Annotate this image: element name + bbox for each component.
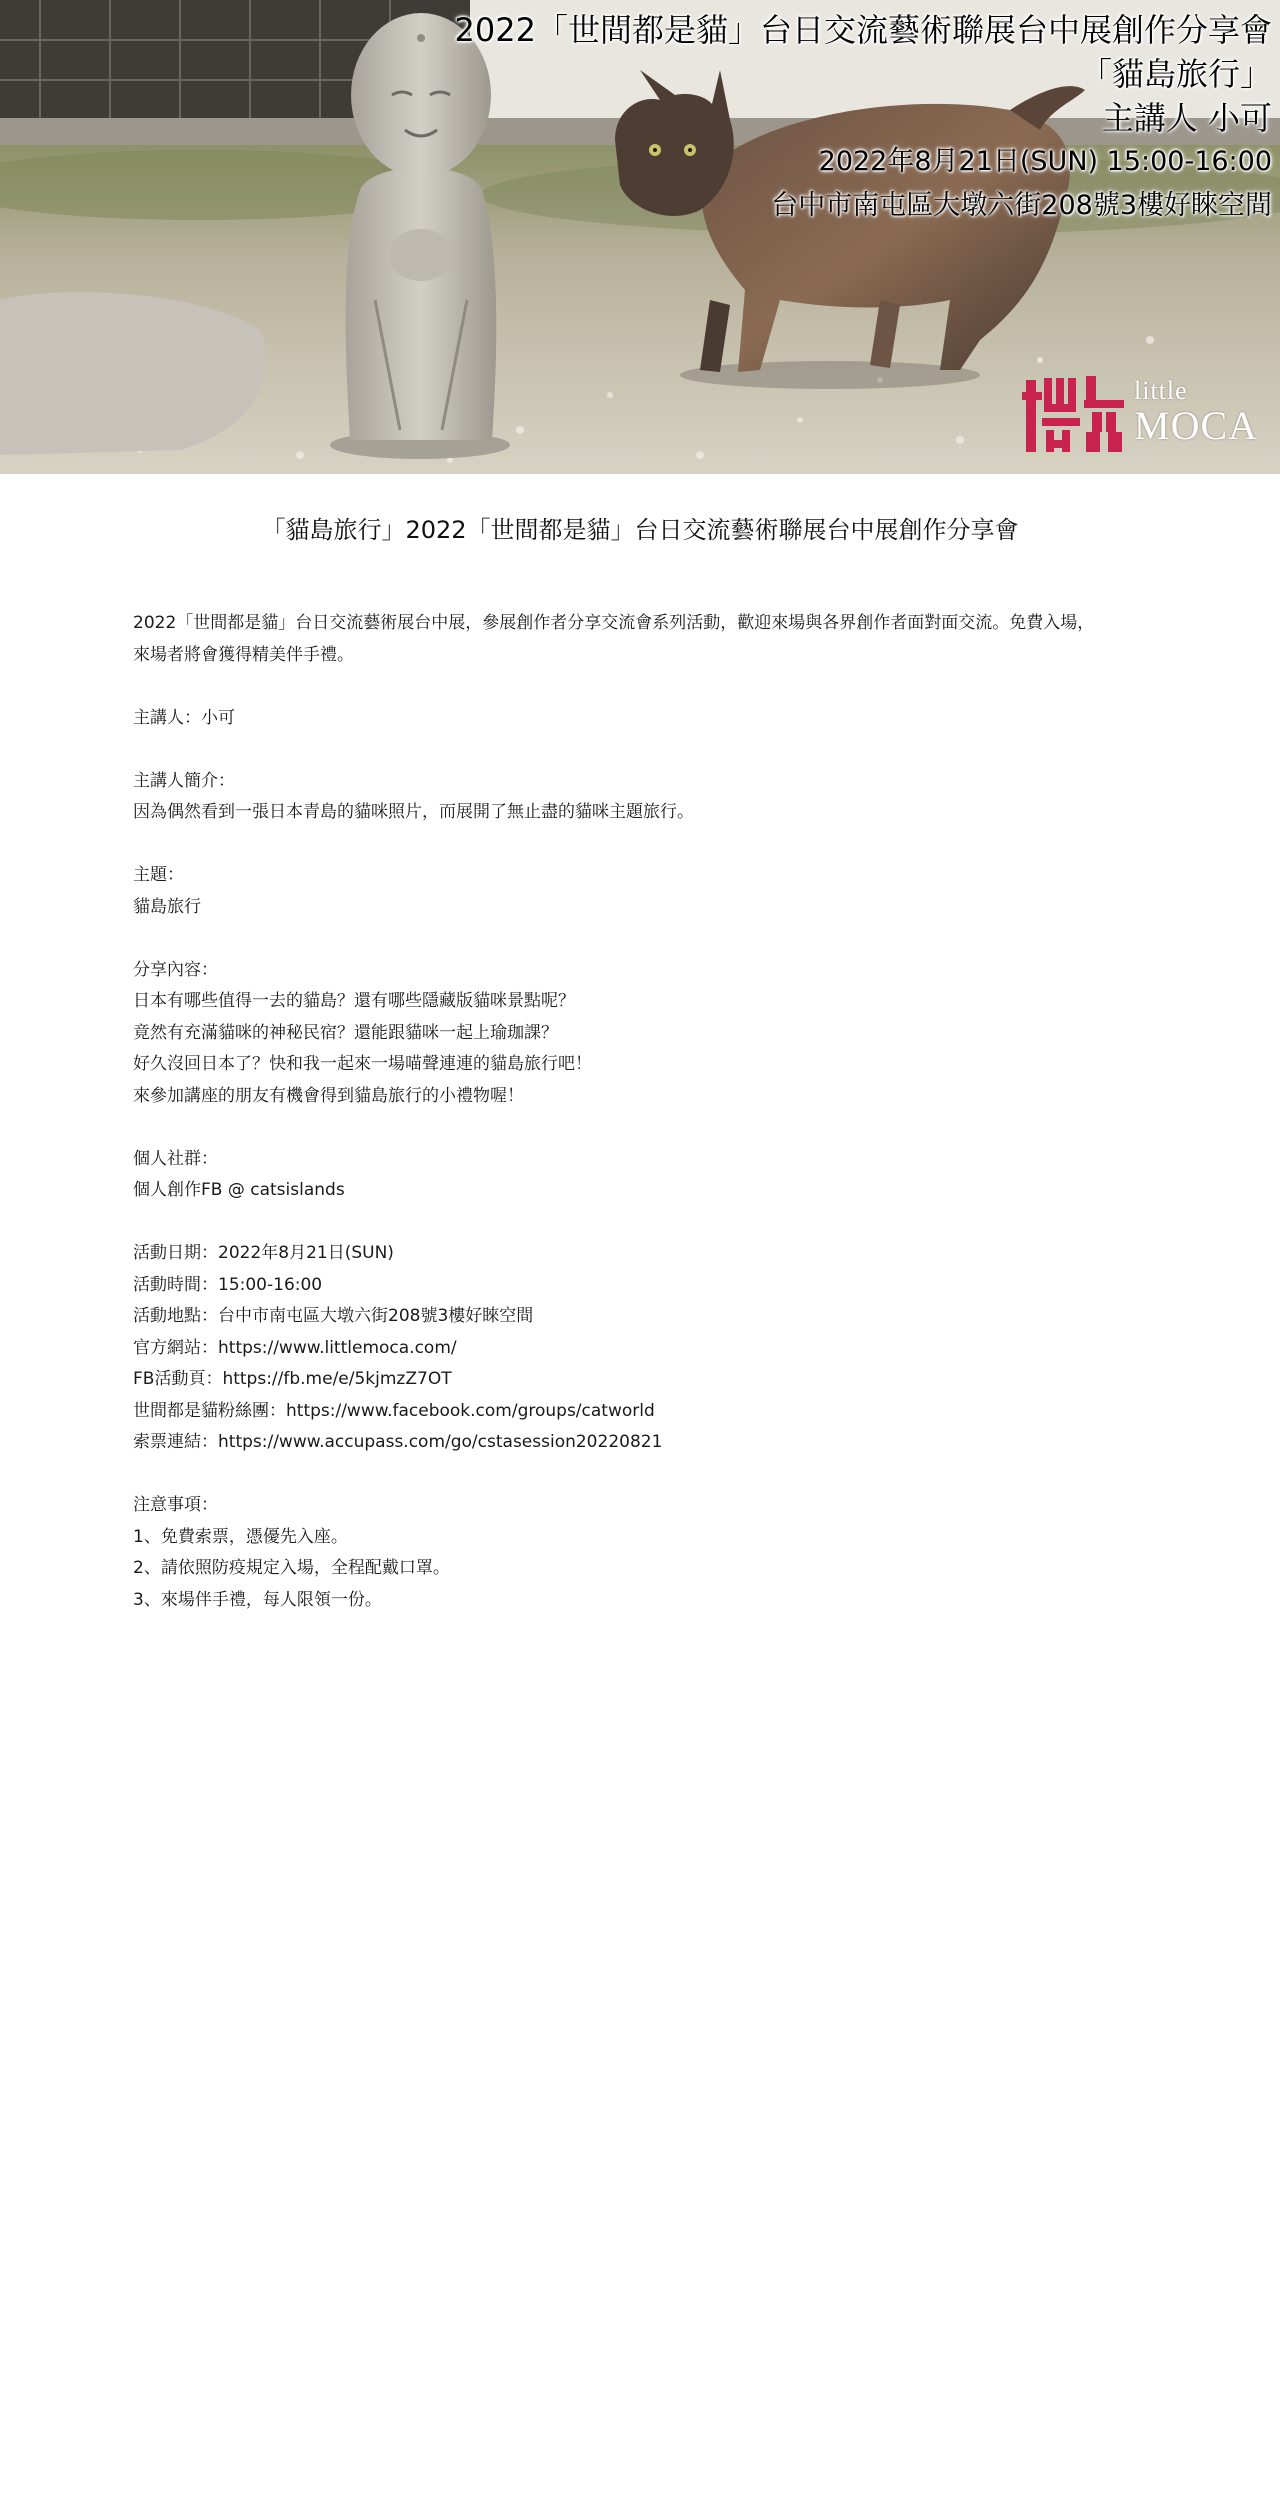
event-date: 活動日期：2022年8月21日(SUN) xyxy=(133,1243,394,1263)
topic-text: 貓島旅行 xyxy=(133,896,201,917)
event-banner xyxy=(0,0,1280,474)
fan-group-text: 世間都是貓粉絲團：https://www.facebook.com/groups/catworld xyxy=(133,1400,655,1421)
event-title-heading: 「貓島旅行」2022「世間都是貓」台日交流藝術聯展台中展創作分享會 xyxy=(261,516,1019,544)
sharing-line: 好久沒回日本了？快和我一起來一場喵聲連連的貓島旅行吧！ xyxy=(133,1054,592,1074)
speaker-text: 主講人：小可 xyxy=(133,707,235,728)
notes-line: 1、免費索票，憑優先入座。 xyxy=(133,1526,348,1547)
bio-label: 主講人簡介： xyxy=(133,770,235,791)
intro-text-line: 2022「世間都是貓」台日交流藝術展台中展，參展創作者分享交流會系列活動，歡迎來場與各界創作者面對面交流。免費入場， xyxy=(133,613,1095,633)
sharing-label: 分享內容： xyxy=(133,959,218,980)
event-description xyxy=(133,608,1153,1616)
notes-line: 2、請依照防疫規定入場，全程配戴口罩。 xyxy=(133,1558,450,1578)
logo-text-moca: MOCA xyxy=(1134,403,1259,448)
banner-subtitle-line: 「貓島旅行」 xyxy=(1079,55,1272,93)
social-text: 個人創作FB @ catsislands xyxy=(133,1180,345,1200)
wei-logo-mark-icon xyxy=(1022,374,1126,458)
event-venue: 活動地點：台中市南屯區大墩六街208號3樓好睞空間 xyxy=(133,1306,534,1326)
notes-line: 3、來場伴手禮，每人限領一份。 xyxy=(133,1589,382,1610)
notes-label: 注意事項： xyxy=(133,1495,218,1515)
banner-datetime-line: 2022年8月21日(SUN) 15:00-16:00 xyxy=(818,146,1272,177)
intro-text-line: 來場者將會獲得精美伴手禮。 xyxy=(133,644,354,665)
bio-text: 因為偶然看到一張日本青島的貓咪照片，而展開了無止盡的貓咪主題旅行。 xyxy=(133,802,694,822)
ticket-link-text: 索票連結：https://www.accupass.com/go/cstasession20220821 xyxy=(133,1432,663,1452)
social-label: 個人社群： xyxy=(133,1148,218,1169)
banner-title-line: 2022「世間都是貓」台日交流藝術聯展台中展創作分享會 xyxy=(454,11,1272,49)
sharing-line: 來參加講座的朋友有機會得到貓島旅行的小禮物喔！ xyxy=(133,1085,524,1106)
little-moca-logo xyxy=(1022,374,1272,466)
fb-event-text: FB活動頁：https://fb.me/e/5kjmzZ7OT xyxy=(133,1369,452,1389)
banner-venue-line: 台中市南屯區大墩六街208號3樓好睞空間 xyxy=(771,190,1272,221)
topic-label: 主題： xyxy=(133,865,184,885)
banner-speaker-line: 主講人 小可 xyxy=(1101,99,1272,137)
sharing-line: 日本有哪些值得一去的貓島？還有哪些隱藏版貓咪景點呢？ xyxy=(133,991,575,1011)
official-website-text: 官方網站：https://www.littlemoca.com/ xyxy=(133,1337,457,1358)
logo-text-little: little xyxy=(1134,376,1188,405)
event-time: 活動時間：15:00-16:00 xyxy=(133,1274,323,1295)
banner-title-block xyxy=(372,8,1272,228)
sharing-line: 竟然有充滿貓咪的神秘民宿？還能跟貓咪一起上瑜珈課？ xyxy=(133,1022,558,1043)
